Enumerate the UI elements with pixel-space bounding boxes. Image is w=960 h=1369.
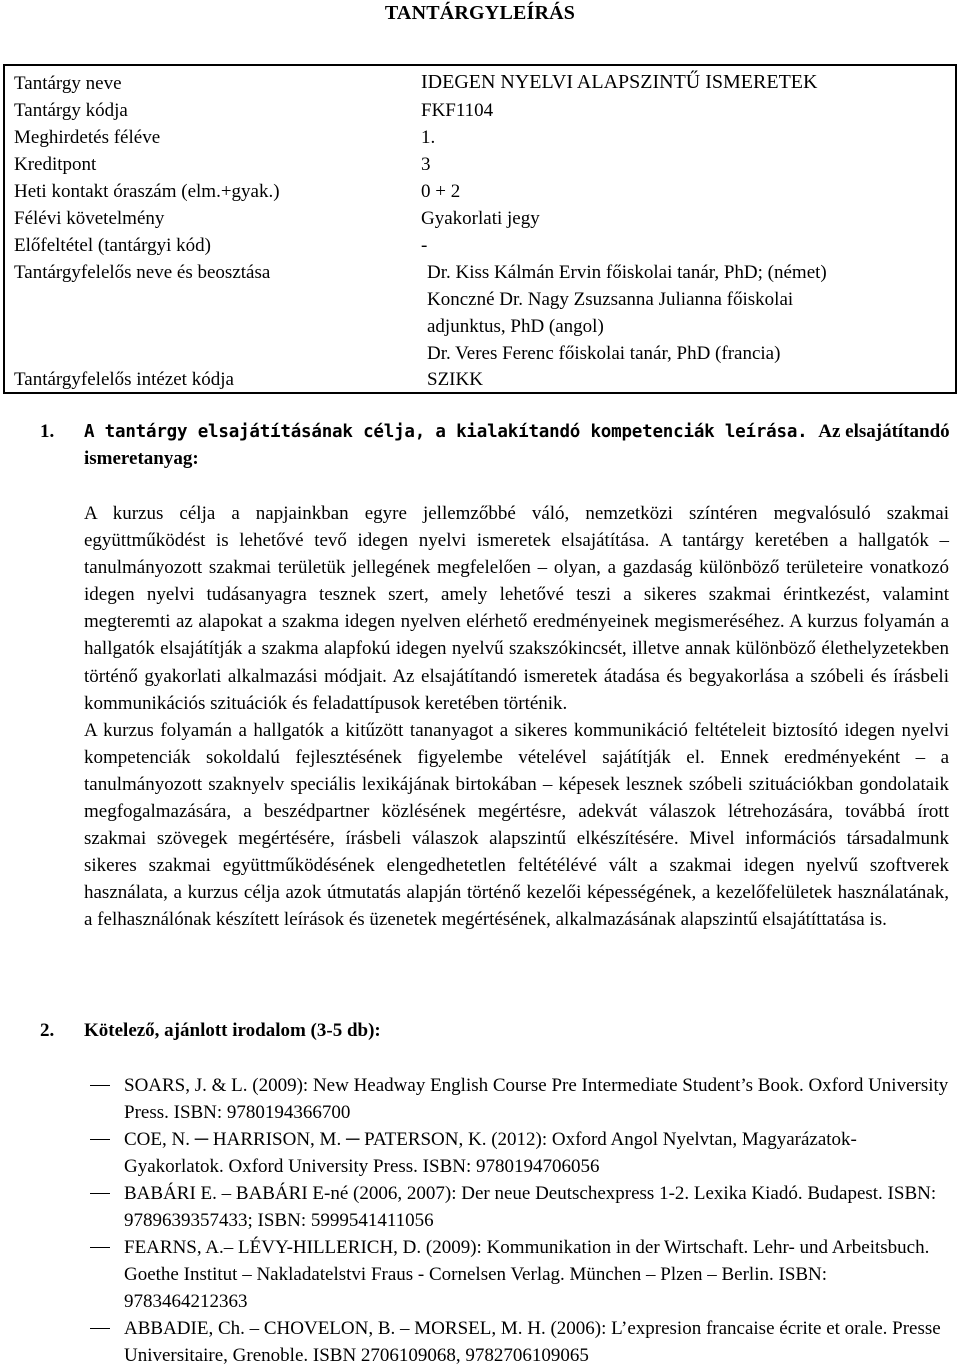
reference-item: COE, N. ─ HARRISON, M. ─ PATERSON, K. (2012): Oxford Angol Nyelvtan, Magyarázatok-Gyakorlatok. Oxford University Press. ISBN: 9780194706056: [84, 1126, 954, 1180]
label-credits: Kreditpont: [14, 154, 97, 175]
reference-item: ABBADIE, Ch. – CHOVELON, B. – MORSEL, M. H. (2006): L’expresion francaise écrite et orale. Presse Universitaire, Grenoble. ISBN 2706109068, 9782706109065: [84, 1315, 954, 1369]
value-prerequisite: -: [421, 235, 428, 256]
value-credits: 3: [421, 154, 431, 175]
course-info-table: [3, 64, 957, 394]
label-contact-hours: Heti kontakt óraszám (elm.+gyak.): [14, 181, 280, 202]
dash-bullet-icon: [90, 1247, 110, 1248]
value-semester: 1.: [421, 127, 436, 148]
reference-item: BABÁRI E. – BABÁRI E-né (2006, 2007): Der neue Deutschexpress 1-2. Lexika Kiadó. Budapest. ISBN: 9789639357433; ISBN: 5999541411056: [84, 1180, 954, 1234]
label-responsible: Tantárgyfelelős neve és beosztása: [14, 262, 271, 283]
dash-bullet-icon: [90, 1085, 110, 1086]
label-prerequisite: Előfeltétel (tantárgyi kód): [14, 235, 211, 256]
label-requirement: Félévi követelmény: [14, 208, 165, 229]
value-course-name: IDEGEN NYELVI ALAPSZINTŰ ISMERETEK: [421, 71, 818, 93]
section1-heading-line2: ismeretanyag:: [84, 448, 199, 469]
section1-paragraph-2: A kurzus folyamán a hallgatók a kitűzött tananyagot a sikeres kommunikáció feltételeit biztosító idegen nyelvi kompetenciák sokoldalú fejlesztésének figyelembe vételével sajátítják el. Ennek eredményeként – a tanulmányozott szaknyelv speciális lexikájának birtokában – képesek lesznek szóbeli szituációkban gondolataik megfogalmazására, a beszédpartner közlésének megértésre, adekvát válaszok létrehozására, továbbá írott szakmai szövegek megértésére, írásbeli válaszok alapszintű elkészítésére. Mivel információs társadalmunk sikeres szakmai együttműködésének elengedhetetlen feltétélévé vált a szakmai idegen nyelvű szoftverek használata, a kurzus célja azok útmutatás alapján történő kezelői képességének, a kezelőfelületek használatának, a felhasználónak készített leírások és üzenetek megértésének, alkalmazásának alapszintű elsajátíttatása is.: [84, 719, 949, 931]
section1-number: 1.: [40, 421, 55, 442]
value-responsible-1: Dr. Kiss Kálmán Ervin főiskolai tanár, PhD; (német): [427, 262, 827, 283]
dash-bullet-icon: [90, 1139, 110, 1140]
reference-item: SOARS, J. & L. (2009): New Headway English Course Pre Intermediate Student’s Book. Oxford University Press. ISBN: 9780194366700: [84, 1072, 954, 1126]
section1-heading-text: A tantárgy elsajátításának célja, a kialakítandó kompetenciák leírása.: [84, 422, 808, 442]
section2-number: 2.: [40, 1020, 55, 1041]
page-title: TANTÁRGYLEÍRÁS: [384, 2, 576, 24]
dash-bullet-icon: [90, 1328, 110, 1329]
label-semester: Meghirdetés féléve: [14, 127, 161, 148]
value-responsible-3: adjunktus, PhD (angol): [427, 316, 604, 337]
dash-bullet-icon: [90, 1193, 110, 1194]
value-responsible-4: Dr. Veres Ferenc főiskolai tanár, PhD (francia): [427, 343, 781, 364]
section1-body: [84, 500, 949, 934]
value-responsible-2: Konczné Dr. Nagy Zsuzsanna Julianna főiskolai: [427, 289, 794, 310]
label-course-name: Tantárgy neve: [14, 73, 122, 94]
section1-heading-text-b: Az elsajátítandó: [818, 421, 950, 442]
reference-list: [84, 1072, 954, 1369]
reference-item: FEARNS, A.– LÉVY-HILLERICH, D. (2009): Kommunikation in der Wirtschaft. Lehr- und Arbeitsbuch. Goethe Institut – Nakladatelstvi Fraus - Cornelsen Verlag. München – Plzen – Berlin. ISBN: 9783464212363: [84, 1234, 954, 1315]
value-contact-hours: 0 + 2: [421, 181, 461, 202]
section1-paragraph-1: A kurzus célja a napjainkban egyre jellemzőbbé váló, nemzetközi színtéren megvalósuló szakmai együttműködést is lehetővé tevő idegen nyelvi ismeretek elsajátítása. A tantárgy keretében a hallgatók – tanulmányozott szakmai területük jellegének megfelelően – olyan, a gazdaság különböző területeire vonatkozó idegen nyelvi tudásanyagra tesznek szert, amely lehetővé teszi a sikeres szakmai érintkezést, valamint megteremti az alapokat a szakma idegen nyelven elérhető eredményeinek megismeréséhez. A kurzus folyamán a hallgatók elsajátítják a szakma alapfokú idegen nyelvű szakszókincsét, illetve annak különböző élethelyzetekben történő gyakorlati alkalmazási módjait. Az elsajátítandó ismeretek átadása és begyakorlása a szóbeli és írásbeli kommunikációs szituációk és feladattípusok keretében történik.: [84, 503, 949, 714]
label-institute-code: Tantárgyfelelős intézet kódja: [14, 369, 234, 390]
value-requirement: Gyakorlati jegy: [421, 208, 540, 229]
section2-heading-text: Kötelező, ajánlott irodalom (3-5 db):: [84, 1020, 381, 1041]
label-course-code: Tantárgy kódja: [14, 100, 128, 121]
value-institute-code: SZIKK: [427, 369, 483, 390]
value-course-code: FKF1104: [421, 100, 494, 121]
